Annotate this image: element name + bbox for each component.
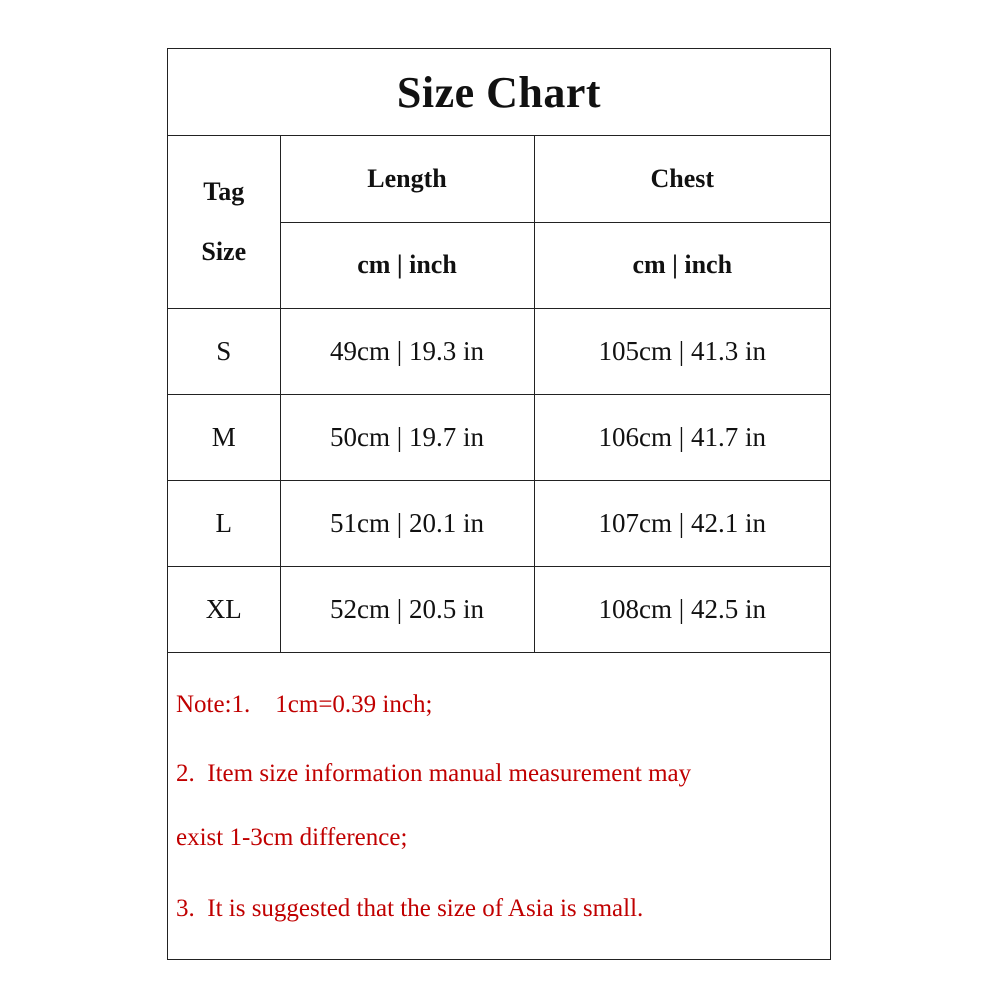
table-row [168,308,830,394]
tag-size-label-line2: Size [201,236,247,266]
length-cell: 51cm | 20.1 in [280,480,534,566]
tag-size-label-line1: Tag [203,176,245,206]
length-cell: 49cm | 19.3 in [280,308,534,394]
chest-header: Chest [534,136,830,222]
tag-size-header [168,136,280,308]
size-cell: XL [168,566,280,652]
chest-cell: 105cm | 41.3 in [534,308,830,394]
table-row [168,394,830,480]
length-header: Length [280,136,534,222]
note-line: exist 1-3cm difference; [176,823,408,851]
size-table [168,136,830,653]
chest-cell: 106cm | 41.7 in [534,394,830,480]
size-cell: L [168,480,280,566]
length-units-header: cm | inch [280,222,534,308]
chart-title: Size Chart [168,49,830,136]
table-row [168,480,830,566]
note-line: Note:1. 1cm=0.39 inch; [176,690,433,718]
size-chart [167,48,831,960]
note-line: 3. It is suggested that the size of Asia is small. [176,894,644,922]
note-line: 2. Item size information manual measurement may [176,759,692,787]
table-row [168,566,830,652]
length-cell: 50cm | 19.7 in [280,394,534,480]
chest-cell: 108cm | 42.5 in [534,566,830,652]
size-cell: M [168,394,280,480]
header-row [168,136,830,222]
chest-cell: 107cm | 42.1 in [534,480,830,566]
length-cell: 52cm | 20.5 in [280,566,534,652]
notes-section [168,653,830,921]
chest-units-header: cm | inch [534,222,830,308]
size-cell: S [168,308,280,394]
